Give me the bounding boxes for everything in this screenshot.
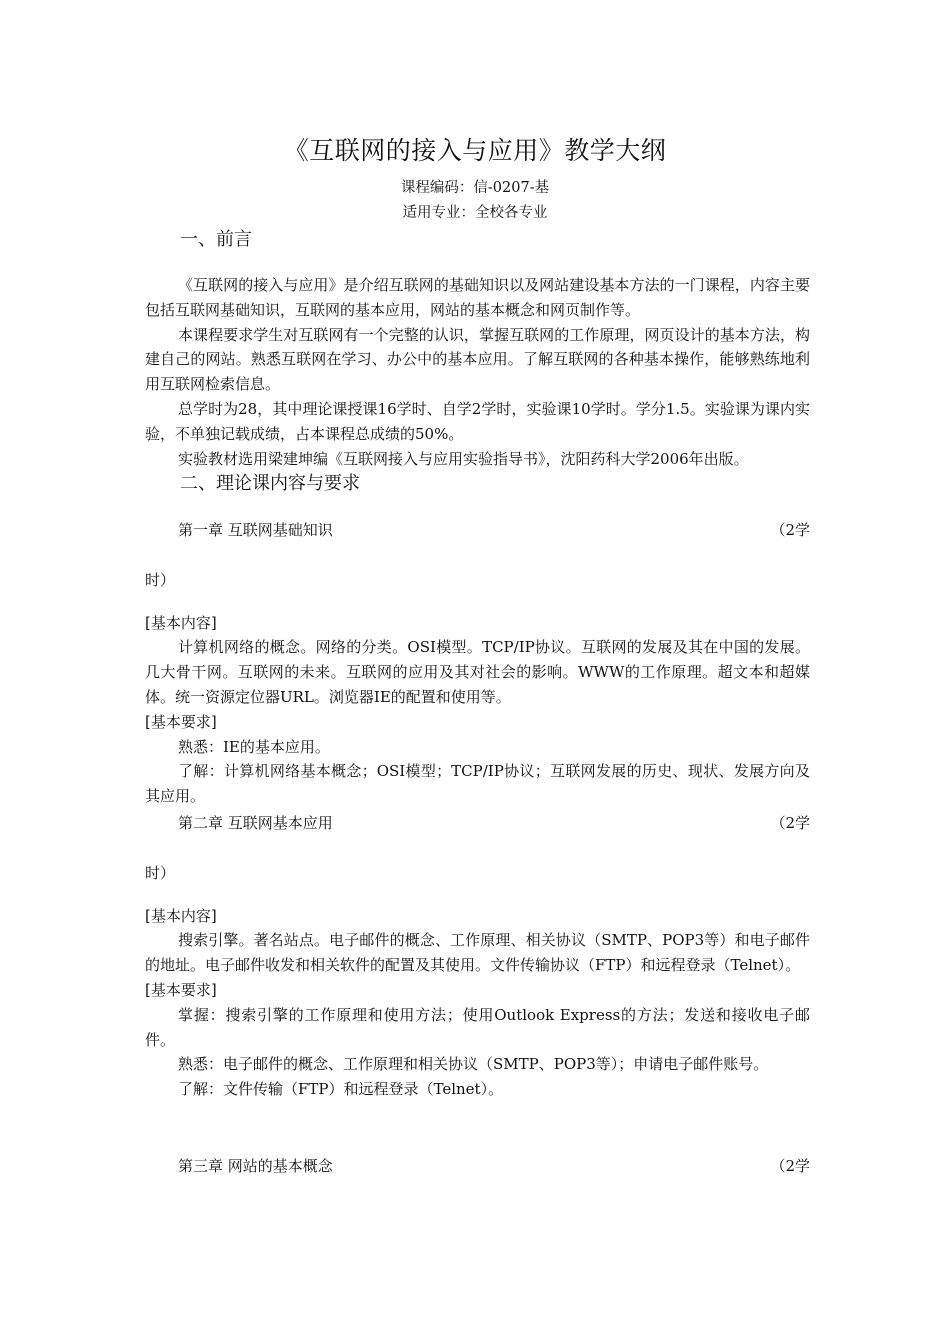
applicable-majors: 适用专业：全校各专业	[402, 205, 548, 221]
chapter-hours-continued: 时）	[145, 570, 176, 589]
spacer	[145, 593, 810, 611]
preface-paragraph: 本课程要求学生对互联网有一个完整的认识，掌握互联网的工作原理，网页设计的基本方法，构建自己的网站。熟悉互联网在学习、办公中的基本应用。了解互联网的各种基本操作，能够熟练地利用互联网检索信息。	[145, 325, 810, 394]
preface-paragraph: 总学时为28，其中理论课授课16学时、自学2学时，实验课10学时。学分1.5。实验课为课内实验，不单独记载成绩，占本课程总成绩的50%。	[145, 399, 810, 443]
preface-section	[145, 273, 810, 471]
chapter-title: 第一章 互联网基础知识	[178, 521, 333, 539]
document-title: 《互联网的接入与应用》教学大纲	[283, 136, 667, 165]
chapter-heading	[145, 811, 810, 836]
chapter-hours-continued: 时）	[145, 863, 176, 882]
section-heading-preface: 一、前言	[180, 229, 252, 250]
preface-paragraph: 《互联网的接入与应用》是介绍互联网的基础知识以及网站建设基本方法的一门课程，内容主要包括互联网基础知识，互联网的基本应用，网站的基本概念和网页制作等。	[145, 276, 810, 319]
spacer	[145, 886, 810, 904]
requirement-item: 掌握：搜索引擎的工作原理和使用方法；使用Outlook Express的方法；发送和接收电子邮件。	[145, 1005, 810, 1049]
chapter-heading	[145, 1154, 810, 1179]
chapter-hours: （2学	[770, 1157, 810, 1175]
requirement-item: 熟悉：IE的基本应用。	[178, 737, 330, 756]
content-label: [基本内容]	[145, 613, 217, 632]
chapter-3	[145, 1154, 810, 1179]
chapter-1	[145, 518, 810, 809]
requirement-item: 了解：文件传输（FTP）和远程登录（Telnet）。	[178, 1080, 504, 1099]
chapter-2	[145, 811, 810, 1102]
chapter-hours: （2学	[770, 814, 810, 832]
chapter-title: 第三章 网站的基本概念	[178, 1157, 333, 1175]
requirement-label: [基本要求]	[145, 712, 217, 731]
chapter-content: 搜索引擎。著名站点。电子邮件的概念、工作原理、相关协议（SMTP、POP3等）和电子邮件的地址。电子邮件收发和相关软件的配置及其使用。文件传输协议（FTP）和远程登录（Telnet）。	[145, 931, 810, 975]
course-code: 课程编码：信-0207-基	[400, 180, 550, 196]
requirement-item: 熟悉：电子邮件的概念、工作原理和相关协议（SMTP、POP3等）；申请电子邮件账号。	[178, 1055, 769, 1074]
chapter-title: 第二章 互联网基本应用	[178, 814, 333, 832]
requirement-label: [基本要求]	[145, 980, 217, 999]
chapter-heading	[145, 518, 810, 543]
content-label: [基本内容]	[145, 906, 217, 925]
requirement-item: 了解：计算机网络基本概念；OSI模型；TCP/IP协议；互联网发展的历史、现状、发展方向及其应用。	[145, 762, 810, 806]
preface-paragraph: 实验教材选用梁建坤编《互联网接入与应用实验指导书》，沈阳药科大学2006年出版。	[178, 449, 749, 468]
chapter-content: 计算机网络的概念。网络的分类。OSI模型。TCP/IP协议。互联网的发展及其在中国的发展。几大骨干网。互联网的未来。互联网的应用及其对社会的影响。WWW的工作原理。超文本和超媒体。统一资源定位器URL。浏览器IE的配置和使用等。	[145, 638, 810, 706]
chapter-hours: （2学	[770, 521, 810, 539]
section-heading-theory: 二、理论课内容与要求	[180, 473, 360, 494]
